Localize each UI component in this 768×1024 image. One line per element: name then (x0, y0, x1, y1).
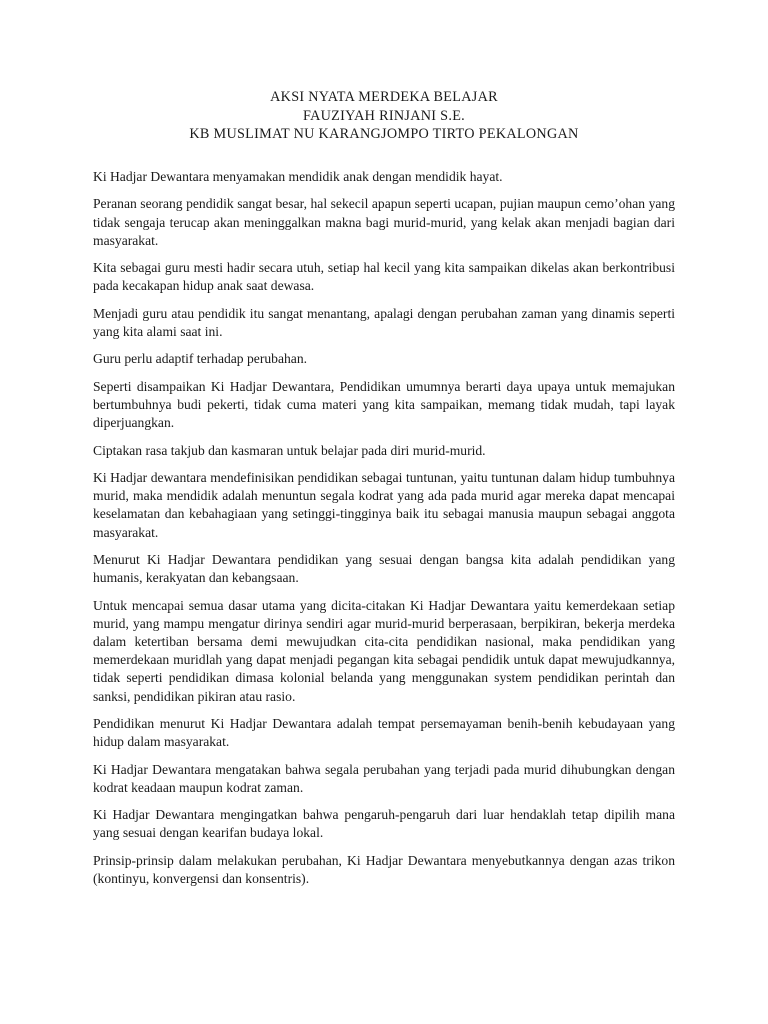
paragraph: Menurut Ki Hadjar Dewantara pendidikan yang sesuai dengan bangsa kita adalah pendidikan yang humanis, kerakyatan dan kebangsaan. (93, 551, 675, 586)
paragraph: Ki Hadjar dewantara mendefinisikan pendidikan sebagai tuntunan, yaitu tuntunan dalam hidup tumbuhnya murid, maka mendidik adalah menuntun segala kodrat yang ada pada murid agar mereka dapat mencapai keselamatan dan kebahagiaan yang setinggi-tingginya baik itu sebagai manusia maupun sebagai anggota masyarakat. (93, 469, 675, 540)
paragraph: Ciptakan rasa takjub dan kasmaran untuk belajar pada diri murid-murid. (93, 442, 486, 458)
document-header (0, 88, 768, 144)
author-name: FAUZIYAH RINJANI S.E. (302, 107, 466, 124)
paragraph: Prinsip-prinsip dalam melakukan perubahan, Ki Hadjar Dewantara menyebutkannya dengan azas trikon (kontinyu, konvergensi dan konsentris). (93, 852, 675, 886)
paragraph: Kita sebagai guru mesti hadir secara utuh, setiap hal kecil yang kita sampaikan dikelas akan berkontribusi pada kecakapan hidup anak saat dewasa. (93, 260, 675, 294)
document-title: AKSI NYATA MERDEKA BELAJAR (270, 89, 498, 105)
paragraph: Menjadi guru atau pendidik itu sangat menantang, apalagi dengan perubahan zaman yang dinamis seperti yang kita alami saat ini. (93, 305, 675, 339)
document-body (93, 168, 675, 897)
paragraph: Seperti disampaikan Ki Hadjar Dewantara, Pendidikan umumnya berarti daya upaya untuk memajukan bertumbuhnya budi pekerti, tidak cuma materi yang kita sampaikan, memang tidak mudah, tapi layak diperjuangkan. (93, 378, 675, 431)
paragraph: Ki Hadjar Dewantara mengingatkan bahwa pengaruh-pengaruh dari luar hendaklah tetap dipilih mana yang sesuai dengan kearifan budaya lokal. (93, 807, 675, 841)
paragraph: Untuk mencapai semua dasar utama yang dicita-citakan Ki Hadjar Dewantara yaitu kemerdekaan setiap murid, yang mampu mengatur dirinya sendiri agar murid-murid berperasaan, berpikiran, bekerja merdeka dalam ketertiban bersama demi mewujudkan cita-cita pendidikan nasional, maka pendidikan yang memerdekaan muridlah yang dapat menjadi pegangan kita sebagai pendidik untuk dapat mewujudkannya, tidak seperti pendidikan dimasa kolonial belanda yang menggunakan system pendidikan perintah dan sanksi, pendidikan pikiran atau rasio. (93, 597, 675, 704)
paragraph: Ki Hadjar Dewantara mengatakan bahwa segala perubahan yang terjadi pada murid dihubungkan dengan kodrat keadaan maupun kodrat zaman. (93, 761, 675, 795)
paragraph: Peranan seorang pendidik sangat besar, hal sekecil apapun seperti ucapan, pujian maupun cemo’ohan yang tidak sengaja terucap akan meninggalkan makna bagi murid-murid, yang kelak akan menjadi bagian dari masyarakat. (93, 196, 675, 248)
institution-name: KB MUSLIMAT NU KARANGJOMPO TIRTO PEKALONGAN (189, 126, 579, 142)
paragraph: Ki Hadjar Dewantara menyamakan mendidik anak dengan mendidik hayat. (93, 169, 503, 184)
paragraph: Guru perlu adaptif terhadap perubahan. (93, 351, 308, 367)
paragraph: Pendidikan menurut Ki Hadjar Dewantara adalah tempat persemayaman benih-benih kebudayaan yang hidup dalam masyarakat. (93, 715, 675, 750)
